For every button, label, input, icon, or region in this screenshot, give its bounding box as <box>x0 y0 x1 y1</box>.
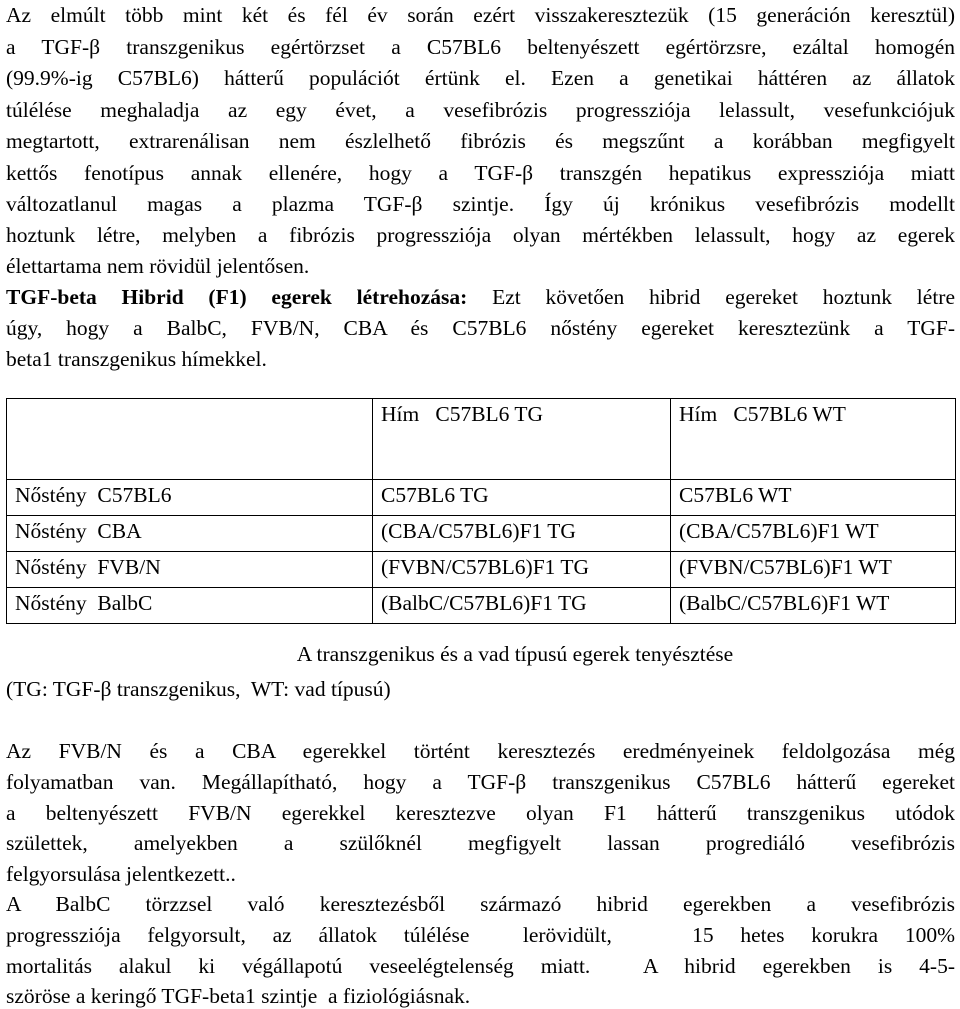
text-line: Az FVB/N és a CBA egerekkel történt keresztezés eredményeinek feldolgozása még <box>6 739 955 763</box>
text-line: A BalbC törzzsel való keresztezésből származó hibrid egerekben a vesefibrózis <box>6 892 955 916</box>
table-cell: C57BL6 WT <box>671 480 956 516</box>
table-legend: (TG: TGF-β transzgenikus, WT: vad típusú) <box>6 677 391 701</box>
table-header-cell <box>7 399 373 480</box>
table-cell: (CBA/C57BL6)F1 TG <box>373 516 671 552</box>
text-line: a TGF-β transzgenikus egértörzset a C57BL6 beltenyészett egértörzsre, ezáltal homogén <box>6 35 955 59</box>
table-row <box>7 516 956 552</box>
text-line: (99.9%-ig C57BL6) hátterű populációt értünk el. Ezen a genetikai háttéren az állatok <box>6 66 955 90</box>
table-cell: Nőstény FVB/N <box>7 552 373 588</box>
table-header-cell: Hím C57BL6 TG <box>373 399 671 480</box>
breeding-table <box>6 398 956 624</box>
table-header-row <box>7 399 956 480</box>
text-line: a beltenyészett FVB/N egerekkel keresztezve olyan F1 hátterű transzgenikus utódok <box>6 801 955 825</box>
table-cell: (FVBN/C57BL6)F1 TG <box>373 552 671 588</box>
table-cell: (BalbC/C57BL6)F1 TG <box>373 588 671 624</box>
table-cell: Nőstény C57BL6 <box>7 480 373 516</box>
text-line: szöröse a keringő TGF-beta1 szintje a fiziológiásnak. <box>6 984 471 1008</box>
text-line: születtek, amelyekben a szülőknél megfigyelt lassan progrediáló vesefibrózis <box>6 831 955 855</box>
text-span: Ezt követően hibrid egereket hoztunk létre <box>467 285 955 309</box>
table-row <box>7 480 956 516</box>
text-line: mortalitás alakul ki végállapotú veseelégtelenség miatt. A hibrid egerekben is 4-5- <box>6 954 955 978</box>
text-line: megtartott, extrarenálisan nem észlelhető fibrózis és megszűnt a korábban megfigyelt <box>6 129 955 153</box>
text-line: progressziója felgyorsult, az állatok túlélése lerövidült, 15 hetes korukra 100% <box>6 923 955 947</box>
table-cell: (BalbC/C57BL6)F1 WT <box>671 588 956 624</box>
text-line: folyamatban van. Megállapítható, hogy a TGF-β transzgenikus C57BL6 hátterű egereket <box>6 770 955 794</box>
table-caption: A transzgenikus és a vad típusú egerek tenyésztése <box>296 642 734 666</box>
text-line: Az elmúlt több mint két és fél év során ezért visszakeresztezük (15 generáción keresztül) <box>6 3 955 27</box>
text-line: hoztunk létre, melyben a fibrózis progressziója olyan mértékben lelassult, hogy az egerek <box>6 223 955 247</box>
table-cell: (FVBN/C57BL6)F1 WT <box>671 552 956 588</box>
section-heading: TGF-beta Hibrid (F1) egerek létrehozása: <box>6 285 468 309</box>
table-cell: Nőstény BalbC <box>7 588 373 624</box>
table-cell: Nőstény CBA <box>7 516 373 552</box>
text-line: változatlanul magas a plazma TGF-β szintje. Így új krónikus vesefibrózis modellt <box>6 192 955 216</box>
table-cell: C57BL6 TG <box>373 480 671 516</box>
table-cell: (CBA/C57BL6)F1 WT <box>671 516 956 552</box>
text-line: túlélése meghaladja az egy évet, a vesefibrózis progressziója lelassult, vesefunkciójuk <box>6 98 955 122</box>
text-line: élettartama nem rövidül jelentősen. <box>6 254 310 278</box>
text-line: kettős fenotípus annak ellenére, hogy a TGF-β transzgén hepatikus expressziója miatt <box>6 161 955 185</box>
table-row <box>7 552 956 588</box>
text-line: beta1 transzgenikus hímekkel. <box>6 347 267 371</box>
table-row <box>7 588 956 624</box>
text-line: úgy, hogy a BalbC, FVB/N, CBA és C57BL6 nőstény egereket keresztezünk a TGF- <box>6 316 955 340</box>
text-line: felgyorsulása jelentkezett.. <box>6 862 236 886</box>
text-line <box>6 284 955 310</box>
table-header-cell: Hím C57BL6 WT <box>671 399 956 480</box>
